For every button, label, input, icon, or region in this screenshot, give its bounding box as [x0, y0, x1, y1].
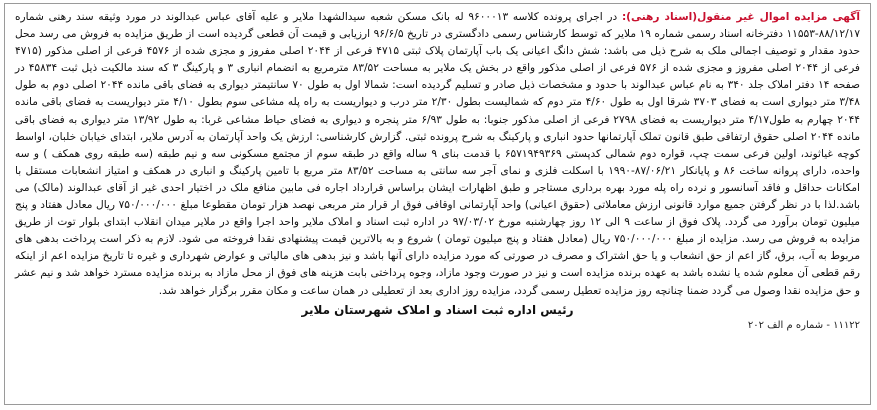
notice-body-paragraph: [15, 9, 860, 300]
notice-code: ۱۱۱۲۲ - شماره م الف ۲۰۲: [747, 319, 860, 331]
notice-signature: رئیس اداره ثبت اسناد و املاک شهرستان ملایر: [301, 302, 574, 317]
notice-body-text: در اجرای پرونده کلاسه ۹۶۰۰۰۱۳ له بانک مسکن شعبه سیدالشهدا ملایر و علیه آقای عباس عبدالوند در مورد وثیقه سند رهنی شماره ۸۸/۱۲/۱۷-۱۱۵۵۳ دفترخانه اسناد رسمی شماره ۱۹ ملایر که توسط کارشناس رسمی دادگستری در تاریخ ۹۶/۶/۵ ارزیابی و قیمت آن قطعی گردیده است از طریق مزایده به فروش می رسد محل حدود مقدار و توصیف اجمالی ملک به شرح ذیل می باشد: شش دانگ اعیانی یک باب آپارتمان پلاک ثبتی ۴۷۱۵ فرعی از ۲۰۴۴ اصلی مفروز و مجزی شده از ۴۵۷۶ فرعی از اصلی مذکور (۴۷۱۵ فرعی از ۲۰۴۴ اصلی مفروز و مجزی شده از ۵۷۶ فرعی از اصلی مذکور واقع در بخش یک ملایر به مساحت ۸۳/۵۲ مترمربع به انضمام انباری ۳ و پارکینگ ۳ که سند مالکیت ذیل ثبت ۴۵۸۳۴ در صفحه ۱۴ دفتر املاک جلد ۳۴۰ به نام عباس عبدالوند با حدود و مشخصات ذیل صادر و تسلیم گردیده است: شمالا اول به طول ۷۰ سانتیمتر دیواری به فضای باقی مانده ۲۰۴۴ اصلی دوم به طول ۳/۴۸ متر دیواری است به فضای ۳۷۰۳ شرقا اول به طول ۴/۶۰ متر دوم که شمالیست بطول ۲/۳۰ متر درب و دیواریست به راه پله مشاعی سوم بطول ۴/۱۰ متر دیواریست به فضای باقی مانده ۲۰۴۴ چهارم به طول۴/۱۷ متر دیواریست به فضای ۲۷۹۸ فرعی از اصلی مذکور جنوبا: به طول ۶/۹۳ متر پنجره و دیواری به فضای حیاط مشاعی غربا: به طول ۱۳/۹۲ متر دیواری به فضای باقی مانده ۲۰۴۴ اصلی حقوق ارتفاقی طبق قانون تملک آپارتمانها حدود انباری و پارکینگ به شرح پرونده ثبتی. گزارش کارشناسی: ارزش یک واحد آپارتمان به آدرس ملایر، ابتدای خیابان خلبان، اواسط کوچه غیاثوند، اولین فرعی سمت چپ، قواره دوم شمالی کدپستی ۶۵۷۱۹۴۹۳۶۹ با قدمت بنای ۹ ساله واقع در طبقه سوم از مجتمع مسکونی سه و نیم طبقه (سه طبقه روی همکف ) و سه واحده، دارای پروانه ساخت ۸۶ و پایانکار ۸۷/۰۶/۲۱-۱۹۹۰ با اسکلت فلزی و نمای آجر سه سانتی به مساحت ۸۳/۵۲ متر مربع با تامین پارکینگ و انباری در همکف و امتیاز انشعابات مستقل با امکانات حداقل و فاقد آسانسور و نرده راه پله مورد بهره برداری مستاجر و طبق اظهارات ایشان براساس قرارداد اجاره فی مابین منافع ملک در اختیار احدی غیر از آقای عبدالوند (مالک) می باشد.لذا با در نظر گرفتن جمیع موارد قانونی ارزش معاملاتی (حقوق اعیانی) واحد آپارتمانی اوقافی فوق ار قرار متر مربعی نهصد هزار تومان مقطوعا مبلغ ۷۵۰/۰۰۰/۰۰۰ ریال معادل هفتاد و پنج میلیون تومان برآورد می گردد. پلاک فوق از ساعت ۹ الی ۱۲ روز چهارشنبه مورخ ۹۷/۰۳/۰۲ در اداره ثبت اسناد و املاک ملایر واحد اجرا واقع در ملایر میدان انقلاب ابتدای بلوار توت از طریق مزایده به فروش می رسد. مزایده از مبلغ ۷۵۰/۰۰۰/۰۰۰ ریال (معادل هفتاد و پنج میلیون تومان ) شروع و به بالاترین قیمت پیشنهادی نقدا فروخته می شود. لازم به ذکر است پرداخت بدهی های مربوط به آب، برق، گاز اعم از حق انشعاب و یا حق اشتراک و مصرف در صورتی که مورد مزایده دارای آنها باشد و نیز بدهی های مالیاتی و عوارض شهرداری و غیره تا تاریخ مزایده اعم از اینکه رقم قطعی آن معلوم شده یا نشده باشد به عهده برنده مزایده است و نیز در صورت وجود مازاد، وجوه پرداختی بابت هزینه های فوق از محل مازاد به برنده مزایده مسترد خواهد شد و نیم عشر و حق مزایده نقدا وصول می گردد ضمنا چنانچه روز مزایده تعطیل رسمی گردد، مزایده روز اداری بعد از تعطیلی در همان ساعت و مکان مقرر برگزار خواهد شد.: [15, 11, 861, 297]
auction-notice: [4, 3, 871, 405]
notice-title: آگهی مزایده اموال غیر منقول(اسناد رهنی):: [621, 11, 860, 23]
